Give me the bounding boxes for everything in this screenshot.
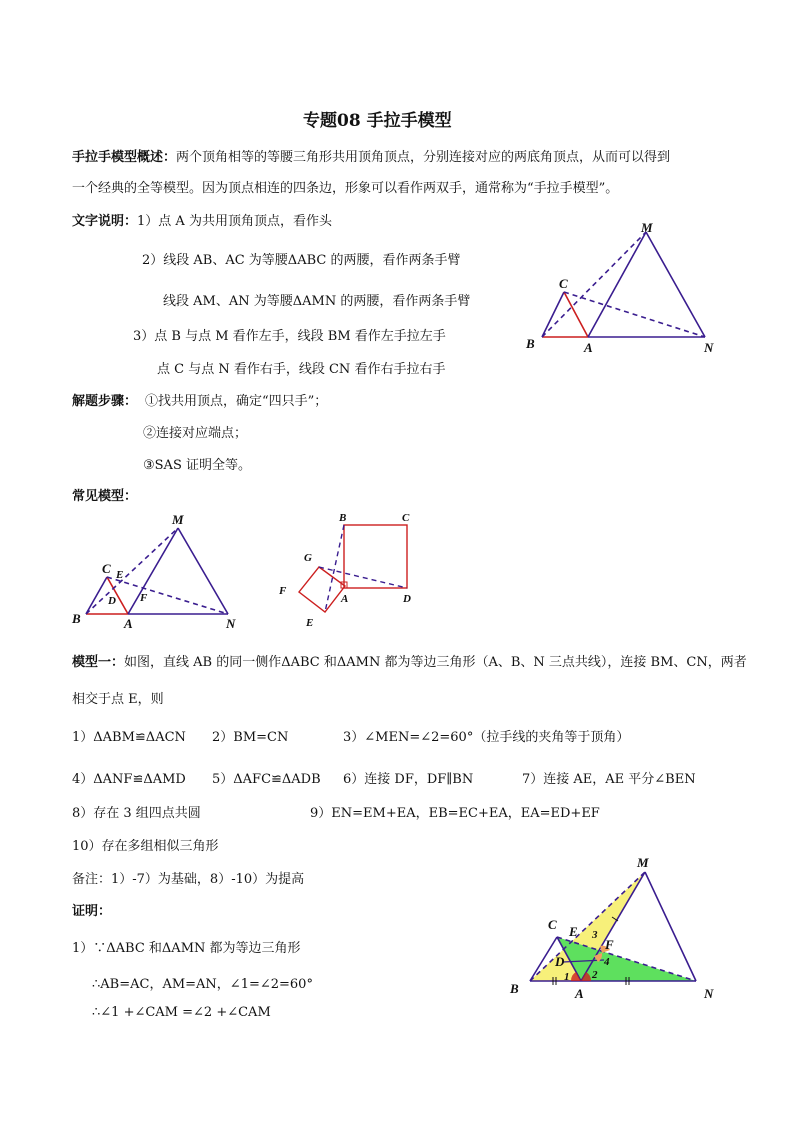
label-n: N <box>226 616 236 631</box>
label-b: B <box>510 981 519 996</box>
square-afge <box>299 567 345 612</box>
label-3: 3 <box>592 929 598 941</box>
square-abcd <box>344 525 407 588</box>
conclusion-2: 2）BM=CN <box>212 730 289 745</box>
figure-equilateral-model <box>70 510 245 635</box>
label-c: C <box>548 917 557 932</box>
label-d: D <box>108 595 116 607</box>
label-f: F <box>605 937 614 952</box>
label-e: E <box>116 569 124 581</box>
label-e: E <box>306 617 314 629</box>
segment-mn <box>645 872 696 981</box>
description-item3a: 3）点 B 与点 M 看作左手，线段 BM 看作左手拉左手 <box>133 329 446 344</box>
label-a: A <box>584 340 593 355</box>
conclusion-9: 9）EN=EM+EA，EB=EC+EA，EA=ED+EF <box>310 806 600 821</box>
description-line1 <box>72 210 332 229</box>
label-g: G <box>304 552 312 564</box>
proof-line2: ∴AB=AC，AM=AN，∠1=∠2=60° <box>92 977 313 992</box>
description-item2a: 2）线段 AB、AC 为等腰ΔABC 的两腰，看作两条手臂 <box>142 253 461 268</box>
page-title: 专题08 手拉手模型 <box>303 111 452 131</box>
conclusion-5: 5）ΔAFC≌ΔADB <box>212 772 321 787</box>
conclusion-1: 1）ΔABM≌ΔACN <box>72 730 186 745</box>
label-n: N <box>704 340 714 355</box>
steps-label: 解题步骤： <box>72 394 138 409</box>
proof-line1: 1）∵ΔABC 和ΔAMN 都为等边三角形 <box>72 941 301 956</box>
segment-am <box>128 528 178 614</box>
label-a: A <box>124 616 133 631</box>
model1-line2: 相交于点 E，则 <box>72 692 164 707</box>
label-c: C <box>559 276 568 291</box>
overview-label: 手拉手模型概述： <box>72 150 177 165</box>
label-n: N <box>704 986 714 1001</box>
figure-square-model <box>275 510 425 630</box>
label-d: D <box>555 954 565 969</box>
label-a: A <box>341 593 349 605</box>
overview-line1 <box>72 146 670 165</box>
label-b: B <box>339 512 347 524</box>
model1-note: 备注：1）-7）为基础，8）-10）为提高 <box>72 872 305 887</box>
description-item1: 1）点 A 为共用顶角顶点，看作头 <box>137 214 332 229</box>
segment-bc <box>86 577 107 614</box>
label-m: M <box>172 512 184 527</box>
label-c: C <box>102 561 111 576</box>
label-1: 1 <box>564 971 570 983</box>
conclusion-6: 6）连接 DF，DF∥BN <box>343 772 474 787</box>
step-2: ②连接对应端点； <box>143 426 248 441</box>
step-3: ③SAS 证明全等。 <box>143 458 251 473</box>
description-item2b: 线段 AM、AN 为等腰ΔAMN 的两腰，看作两条手臂 <box>163 294 471 309</box>
label-f: F <box>140 592 148 604</box>
model1-line1 <box>72 651 747 670</box>
figure-proof-model <box>508 850 733 1010</box>
description-label: 文字说明： <box>72 214 138 229</box>
figure-basic-model <box>520 220 730 360</box>
label-b: B <box>72 611 81 626</box>
label-e: E <box>569 924 578 939</box>
segment-bm <box>86 528 178 614</box>
label-a: A <box>575 986 584 1001</box>
segment-bm <box>542 232 646 337</box>
label-c: C <box>402 512 410 524</box>
overview-text1: 两个顶角相等的等腰三角形共用顶角顶点，分别连接对应的两底角顶点，从而可以得到 <box>176 150 671 165</box>
model1-text1: 如图，直线 AB 的同一侧作ΔABC 和ΔAMN 都为等边三角形（A、B、N 三点共线），连接 BM、CN，两者 <box>124 655 747 670</box>
conclusion-10: 10）存在多组相似三角形 <box>72 839 219 854</box>
common-models-label: 常见模型： <box>72 489 138 504</box>
model1-label: 模型一： <box>72 655 125 670</box>
overview-line2: 一个经典的全等模型。因为顶点相连的四条边，形象可以看作两双手，通常称为“手拉手模型”。 <box>72 181 619 196</box>
steps-line1 <box>72 390 327 409</box>
conclusion-7: 7）连接 AE，AE 平分∠BEN <box>522 772 696 787</box>
label-d: D <box>403 593 411 605</box>
label-m: M <box>641 220 653 235</box>
step-1: ①找共用顶点，确定“四只手”； <box>145 394 328 409</box>
label-2: 2 <box>592 969 598 981</box>
conclusion-4: 4）ΔANF≌ΔAMD <box>72 772 186 787</box>
proof-line3: ∴∠1 +∠CAM =∠2 +∠CAM <box>92 1005 271 1020</box>
description-item3b: 点 C 与点 N 看作右手，线段 CN 看作右手拉右手 <box>157 362 446 377</box>
proof-label: 证明： <box>72 904 112 919</box>
label-f: F <box>279 585 287 597</box>
conclusion-3: 3）∠MEN=∠2=60°（拉手线的夹角等于顶角） <box>343 730 630 745</box>
label-b: B <box>526 336 535 351</box>
segment-mn <box>646 232 705 337</box>
segment-bc <box>542 292 564 337</box>
segment-am <box>588 232 646 337</box>
conclusion-8: 8）存在 3 组四点共圆 <box>72 806 201 821</box>
label-m: M <box>637 855 649 870</box>
label-4: 4 <box>604 956 610 968</box>
